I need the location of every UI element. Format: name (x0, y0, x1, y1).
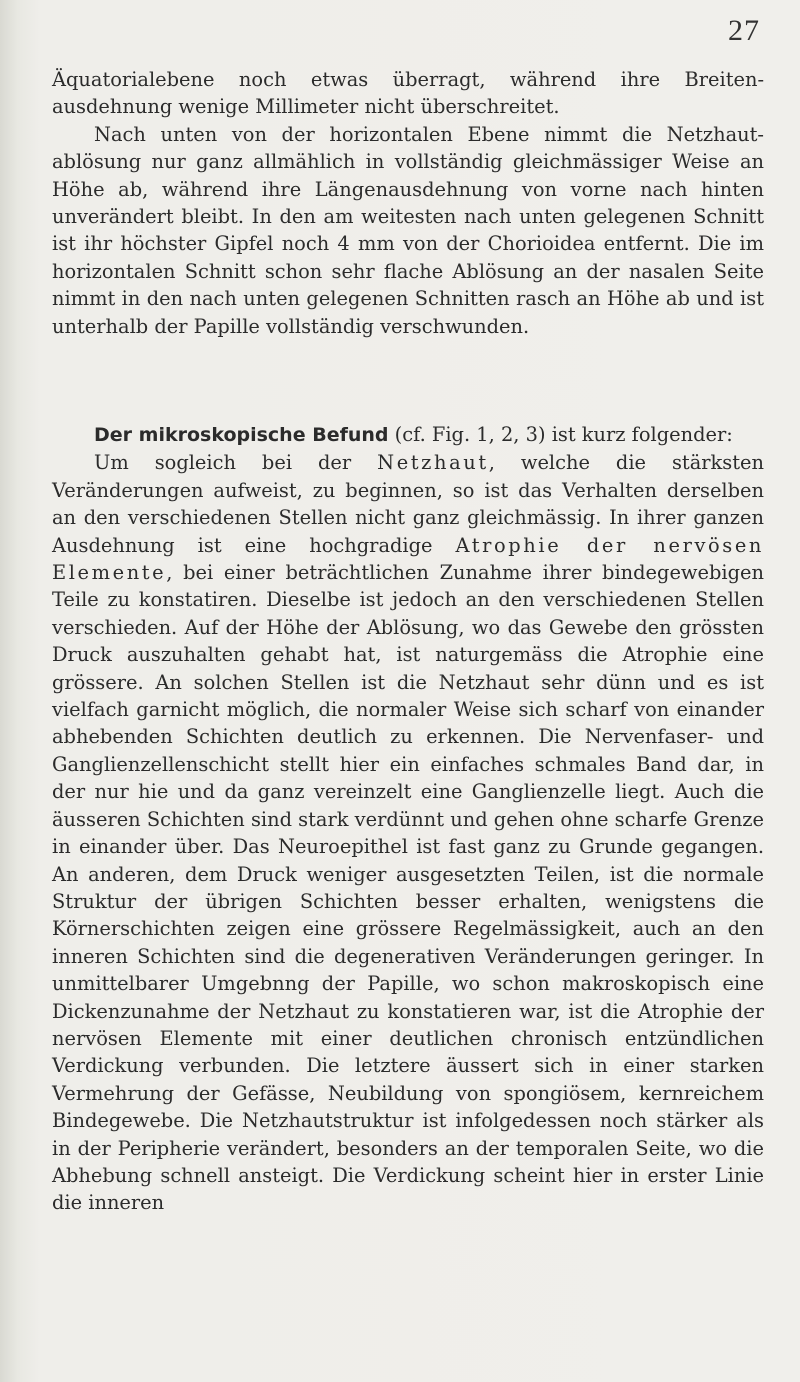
finding-heading-line (52, 421, 764, 449)
paragraph-continuation: Äquatorialebene noch etwas überragt, während ihre Breiten-ausdehnung wenige Millimeter nicht überschreitet. (52, 68, 764, 119)
text-block-finding (52, 421, 764, 1217)
text-block-top (52, 66, 764, 340)
retina-text-2: , welche die stärksten Veränderungen aufweist, zu beginnen, so ist das Verhalten derselben an den verschiedenen Stellen nicht ganz gleichmässig. In ihrer ganzen Ausdehnung ist eine hochgradige (52, 451, 765, 557)
section-heading: Der mikroskopische Befund (94, 424, 389, 446)
emphasis-atrophie: Atrophie der nervösen Elemente (52, 533, 764, 585)
retina-text-3: , bei einer beträchtlichen Zunahme ihrer bindegewebigen Teile zu konstatiren. Dieselbe ist jedoch an den verschiedenen Stellen verschieden. Auf der Höhe der Ablösung, wo das Gewebe den grössten Druck auszuhalten gehabt hat, ist naturgemäss die Atrophie eine grössere. An solchen Stellen ist die Netzhaut sehr dünn und es ist vielfach garnicht möglich, die normaler Weise sich scharf von einander abhebenden Schichten deutlich zu erkennen. Die Nervenfaser- und Ganglienzellenschicht stellt hier ein einfaches schmales Band dar, in der nur hie und da ganz vereinzelt eine Ganglienzelle liegt. Auch die äusseren Schichten sind stark verdünnt und gehen ohne scharfe Grenze in einander über. Das Neuroepithel ist fast ganz zu Grunde gegangen. An anderen, dem Druck weniger ausgesetzten Teilen, ist die normale Struktur der übrigen Schichten besser erhalten, wenigstens die Körnerschichten zeigen eine grössere Regelmässigkeit, auch an den inneren Schichten sind die degenerativen Veränderungen geringer. In unmittelbarer Umgebnng der Papille, wo schon makroskopisch eine Dickenzunahme der Netzhaut zu konstatieren war, ist die Atrophie der nervösen Elemente mit einer deutlichen chronisch entzündlichen Verdickung verbunden. Die letztere äussert sich in einer starken Vermehrung der Gefässe, Neubildung von spongiösem, kernreichem Bindegewebe. Die Netzhautstruktur ist infolgedessen noch stärker als in der Peripherie verändert, besonders an der temporalen Seite, wo die Abhebung schnell ansteigt. Die Verdickung scheint hier in erster Linie die inneren (52, 561, 764, 1215)
retina-text-1: Um sogleich bei der (94, 451, 378, 475)
paragraph-retina (52, 449, 764, 1216)
paragraph-detachment: Nach unten von der horizontalen Ebene nimmt die Netzhaut-ablösung nur ganz allmählich in vollständig gleichmässiger Weise an Höhe ab, während ihre Längenausdehnung von vorne nach hinten unverändert bleibt. In den am weitesten nach unten gelegenen Schnitt ist ihr höchster Gipfel noch 4 mm von der Chorioidea entfernt. Die im horizontalen Schnitt schon sehr flache Ablösung an der nasalen Seite nimmt in den nach unten gelegenen Schnitten rasch an Höhe ab und ist unterhalb der Papille vollständig verschwunden. (52, 122, 764, 338)
section-heading-rest: (cf. Fig. 1, 2, 3) ist kurz folgender: (388, 423, 733, 446)
page-number: 27 (728, 14, 760, 47)
emphasis-netzhaut: Netzhaut (377, 451, 489, 475)
